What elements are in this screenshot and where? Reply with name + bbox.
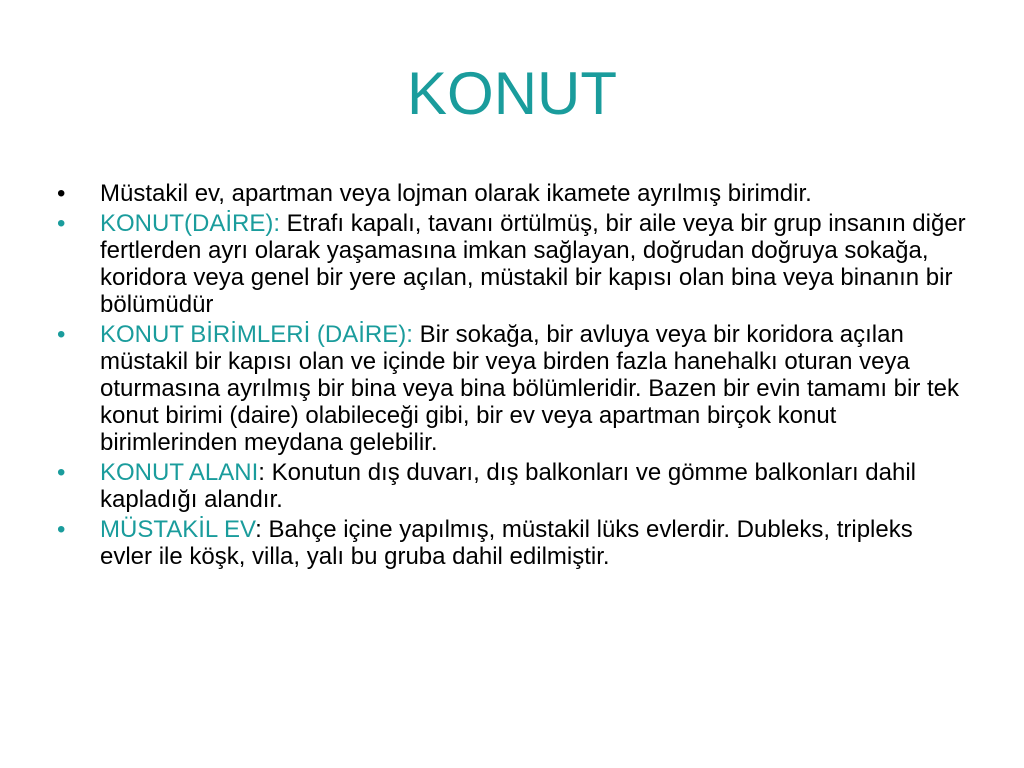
bullet-dot-icon: • xyxy=(57,321,66,348)
bullet-dot-icon: • xyxy=(57,459,66,486)
bullet-item-2 xyxy=(57,210,967,318)
bullet-item-5 xyxy=(57,516,967,570)
bullet-term: KONUT(DAİRE): xyxy=(100,210,280,237)
bullet-item-1 xyxy=(57,180,967,207)
bullet-text: Bir sokağa, bir avluya veya bir koridora açılan müstakil bir kapısı olan ve içinde bir veya birden fazla hanehalkı oturan veya oturmasına ayrılmış bir bina veya bina bölümleridir. Bazen bir evin tamamı bir tek konut birimi (daire) olabileceği gibi, bir ev veya apartman birçok konut birimlerinden meydana gelebilir. xyxy=(100,321,960,456)
bullet-term: KONUT ALANI xyxy=(100,459,259,486)
bullet-term: KONUT BİRİMLERİ (DAİRE): xyxy=(100,321,413,348)
bullet-item-3 xyxy=(57,321,967,456)
bullet-dot-icon: • xyxy=(57,516,66,543)
bullet-text: Müstakil ev, apartman veya lojman olarak ikamete ayrılmış birimdir. xyxy=(100,180,812,207)
slide-title: KONUT xyxy=(407,60,617,127)
bullet-text: Etrafı kapalı, tavanı örtülmüş, bir aile veya bir grup insanın diğer fertlerden ayrı olarak yaşamasına imkan sağlayan, doğrudan doğruya sokağa, koridora veya genel bir yere açılan, müstakil bir kapısı olan bina veya binanın bir bölümüdür xyxy=(100,210,966,318)
bullet-list xyxy=(57,180,967,573)
bullet-text: : Konutun dış duvarı, dış balkonları ve gömme balkonları dahil kapladığı alandır. xyxy=(100,459,916,513)
bullet-dot-icon: • xyxy=(57,180,66,207)
bullet-term: MÜSTAKİL EV xyxy=(100,516,256,543)
bullet-dot-icon: • xyxy=(57,210,66,237)
bullet-item-4 xyxy=(57,459,967,513)
bullet-text: : Bahçe içine yapılmış, müstakil lüks evlerdir. Dubleks, tripleks evler ile köşk, villa, yalı bu gruba dahil edilmiştir. xyxy=(100,516,913,570)
